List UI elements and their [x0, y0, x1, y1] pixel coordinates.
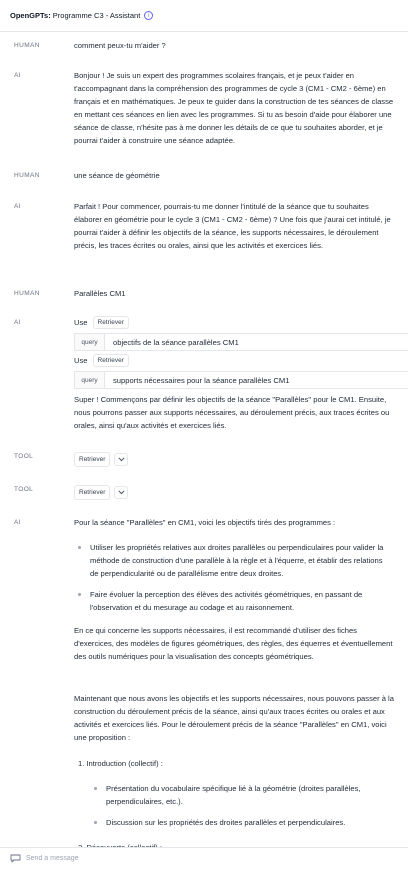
list-item: Utiliser les propriétés relatives aux droites parallèles ou perpendiculaires pour valider la méthode de construction d'une parallèle à la règle et à l'équerre, et établir des relations de perpendicularité ou de parallélisme entre deux droites.	[90, 541, 392, 580]
message-input[interactable]	[26, 855, 386, 862]
role-label: AI	[14, 72, 21, 79]
app-header	[0, 0, 408, 32]
tool-result-toggle[interactable]	[74, 452, 128, 467]
role-label: AI	[14, 203, 21, 210]
tool-call: Use Retriever	[74, 316, 129, 329]
message-composer	[0, 847, 408, 869]
message-text: Super ! Commençons par définir les objectifs de la séance "Parallèles" pour le CM1. Ensuite, nous pourrons passer aux supports nécessaires, au déroulement précis, aux traces écrites ou orales, ainsi qu'aux activités et exercices liés.	[74, 395, 390, 430]
tool-query-box	[74, 333, 408, 351]
tool-result-toggle[interactable]	[74, 485, 128, 500]
query-value: supports nécessaires pour la séance parallèles CM1	[113, 375, 290, 385]
tool-call: Use Retriever	[74, 354, 129, 367]
chat-messages[interactable]	[0, 32, 408, 847]
role-label: TOOL	[14, 486, 34, 493]
tool-name-chip[interactable]: Retriever	[74, 452, 110, 467]
query-label: query	[75, 372, 105, 388]
role-label: TOOL	[14, 453, 34, 460]
chevron-down-icon[interactable]	[114, 453, 128, 466]
list-item: Faire évoluer la perception des élèves des activités géométriques, en passant de l'observation et du mesurage au codage et au raisonnement.	[90, 588, 392, 614]
message-text: Parallèles CM1	[74, 289, 126, 298]
role-label: AI	[14, 319, 21, 326]
info-icon[interactable]: i	[144, 11, 153, 20]
list-item: Discussion sur les propriétés des droites parallèles et perpendiculaires.	[106, 816, 394, 829]
query-value: objectifs de la séance parallèles CM1	[113, 337, 239, 347]
role-label: HUMAN	[14, 172, 40, 179]
message-text: Bonjour ! Je suis un expert des programmes scolaires français, et je peux t'aider en t'accompagnant dans la compréhension des programmes de cycle 3 (CM1 - CM2 - 6ème) en français et en mathématiques. Je peux te guider dans la construction de tes séances de classe en mettant ces séances en lien avec les programmes. Si tu as besoin d'aide pour élaborer une séance de classe, n'hésite pas à me donner les détails de ce que tu souhaites aborder, et je pourrai t'aider à construire une séance adaptée.	[74, 71, 394, 145]
tool-name-chip: Retriever	[93, 354, 129, 367]
message-text: comment peux-tu m'aider ?	[74, 41, 166, 50]
tool-name-chip[interactable]: Retriever	[74, 485, 110, 500]
message-text: En ce qui concerne les supports nécessaires, il est recommandé d'utiliser des fiches d'exercices, des modèles de figures géométriques, des règles, des équerres et éventuellement des outils numériques pour la visualisation des concepts géométriques.	[74, 626, 393, 661]
query-label: query	[75, 334, 105, 350]
tool-name-chip: Retriever	[93, 316, 129, 329]
tool-query-box	[74, 371, 408, 389]
page-title: OpenGPTs: Programme C3 - Assistant	[10, 11, 141, 20]
role-label: HUMAN	[14, 42, 40, 49]
message-text: Parfait ! Pour commencer, pourrais-tu me donner l'intitulé de la séance que tu souhaites élaborer en géométrie pour le cycle 3 (CM1 - CM2 - 6ème) ? Une fois que j'aurai cet intitulé, je pourrai t'aider à définir les objectifs de la séance, les supports nécessaires, le déroulement précis, les traces écrites ou orales, ainsi que les activités et exercices liés.	[74, 202, 391, 250]
list-item: 1. Introduction (collectif) :	[78, 759, 163, 768]
chat-bubble-icon	[10, 854, 21, 863]
role-label: AI	[14, 519, 21, 526]
message-text: Maintenant que nous avons les objectifs et les supports nécessaires, nous pouvons passer à la construction du déroulement précis de la séance, ainsi qu'aux traces écrites ou orales et aux activités et exercices liés. Pour le déroulement précis de la séance "Parallèles" en CM1, voici une proposition :	[74, 694, 394, 742]
message-text: Pour la séance "Parallèles" en CM1, voici les objectifs tirés des programmes :	[74, 518, 336, 527]
message-text: une séance de géométrie	[74, 171, 160, 180]
chevron-down-icon[interactable]	[114, 486, 128, 499]
role-label: HUMAN	[14, 290, 40, 297]
list-item: Présentation du vocabulaire spécifique lié à la géométrie (droites parallèles, perpendiculaires, etc.).	[106, 782, 394, 808]
